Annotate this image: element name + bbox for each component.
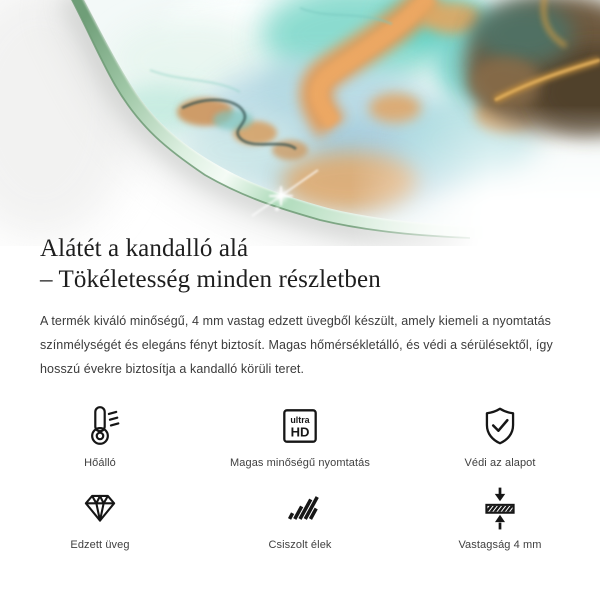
feature-label: Csiszolt élek [268,539,332,551]
polished-edge-icon [277,485,323,531]
description-line: A termék kiváló minőségű, 4 mm vastag edzett üvegből készült, amely kiemeli a nyomtatás [40,314,552,328]
feature-label: Magas minőségű nyomtatás [230,457,370,469]
ultra-hd-icon-text-top: ultra [290,414,310,425]
glass-disc-artwork [0,0,600,246]
feature-heat-resistant [0,403,200,470]
feature-label: Edzett üveg [70,539,130,551]
product-description [40,309,600,381]
feature-label: Védi az alapot [464,457,536,469]
feature-grid [0,403,600,552]
thickness-icon [477,485,523,531]
shield-check-icon [477,403,523,449]
feature-thickness-4mm [400,485,600,552]
feature-label: Vastagság 4 mm [458,539,542,551]
page-title-line2: – Tökéletesség minden részletben [40,266,381,293]
white-fade-overlay [300,0,600,246]
description-line: hosszú évekre biztosítja a kandalló körüli teret. [40,362,305,376]
feature-tempered-glass [0,485,200,552]
feature-label: Hőálló [84,457,116,469]
feature-polished-edges [200,485,400,552]
feature-ultra-hd-print [200,403,400,470]
diamond-icon [77,485,123,531]
ultra-hd-icon-text-bottom: HD [290,424,310,440]
description-line: színmélységét és elegáns fényt biztosít. Magas hőmérsékletálló, és védi a sérülésektől, így [40,338,553,352]
thermometer-icon [77,403,123,449]
product-photo [0,0,600,246]
page-title-line1: Alátét a kandalló alá [40,235,249,262]
page-title [40,233,580,295]
feature-protects-base [400,403,600,470]
ultra-hd-icon [277,403,323,449]
